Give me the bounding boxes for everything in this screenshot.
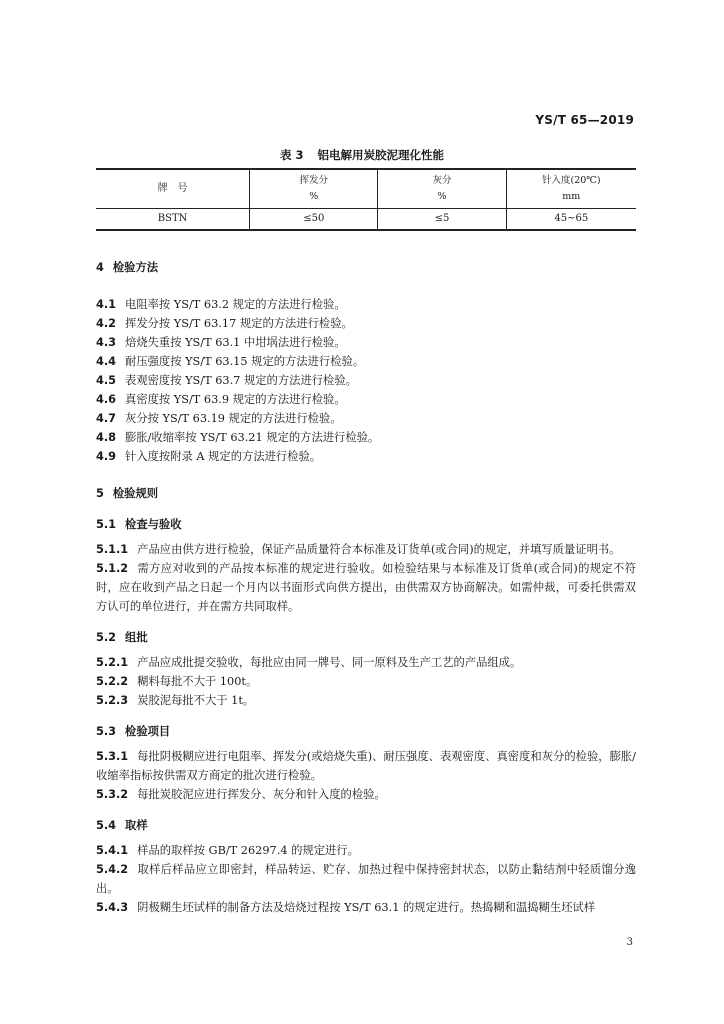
table-cell: BSTN bbox=[96, 209, 250, 231]
clause: 5.4.2 取样后样品应立即密封，样品转运、贮存、加热过程中保持密封状态，以防止黏结剂中轻质馏分逸出。 bbox=[96, 863, 636, 895]
header-label: 牌 号 bbox=[157, 183, 188, 194]
properties-table bbox=[96, 168, 636, 231]
header-cell-volatile bbox=[250, 169, 378, 209]
clause: 5.3.2 每批炭胶泥应进行挥发分、灰分和针入度的检验。 bbox=[96, 788, 386, 801]
table-cell: ≤50 bbox=[250, 209, 378, 231]
header-label: 挥发分 bbox=[299, 175, 329, 186]
clause: 5.2.2 糊料每批不大于 100t。 bbox=[96, 675, 258, 688]
subsection-heading: 5.2 组批 bbox=[96, 631, 148, 644]
table-cell: ≤5 bbox=[378, 209, 506, 231]
body-content bbox=[96, 258, 636, 917]
subsection-heading: 5.3 检验项目 bbox=[96, 725, 171, 738]
table-number: 表 3 bbox=[279, 148, 304, 162]
header-cell-penetration bbox=[506, 169, 636, 209]
clause: 4.4 耐压强度按 YS/T 63.15 规定的方法进行检验。 bbox=[96, 355, 365, 368]
header-unit: mm bbox=[562, 191, 581, 202]
table-row bbox=[96, 209, 636, 231]
table-title: 铝电解用炭胶泥理化性能 bbox=[317, 148, 444, 162]
clause: 4.1 电阻率按 YS/T 63.2 规定的方法进行检验。 bbox=[96, 298, 346, 311]
table-cell: 45~65 bbox=[506, 209, 636, 231]
page-number: 3 bbox=[626, 937, 633, 948]
header-cell-ash bbox=[378, 169, 506, 209]
standard-code: YS/T 65—2019 bbox=[535, 113, 634, 127]
clause: 5.2.1 产品应成批提交验收，每批应由同一牌号、同一原料及生产工艺的产品组成。 bbox=[96, 656, 522, 669]
section-heading: 5 检验规则 bbox=[96, 487, 159, 500]
clause: 5.3.1 每批阴极糊应进行电阻率、挥发分(或焙烧失重)、耐压强度、表观密度、真密度和灰分的检验，膨胀/收缩率指标按供需双方商定的批次进行检验。 bbox=[96, 750, 636, 782]
subsection-heading: 5.1 检查与验收 bbox=[96, 518, 182, 531]
clause: 4.5 表观密度按 YS/T 63.7 规定的方法进行检验。 bbox=[96, 374, 357, 387]
clause: 5.1.2 需方应对收到的产品按本标准的规定进行验收。如检验结果与本标准及订货单(或合同)的规定不符时，应在收到产品之日起一个月内以书面形式向供方提出，由供需双方协商解决。如需仲裁，可委托供需双方认可的单位进行，并在需方共同取样。 bbox=[96, 562, 636, 613]
clause: 5.1.1 产品应由供方进行检验，保证产品质量符合本标准及订货单(或合同)的规定，并填写质量证明书。 bbox=[96, 543, 621, 556]
table-caption bbox=[0, 147, 724, 163]
clause: 4.3 焙烧失重按 YS/T 63.1 中坩埚法进行检验。 bbox=[96, 336, 346, 349]
clause: 5.2.3 炭胶泥每批不大于 1t。 bbox=[96, 694, 255, 707]
header-cell-grade bbox=[96, 169, 250, 209]
clause: 4.6 真密度按 YS/T 63.9 规定的方法进行检验。 bbox=[96, 393, 346, 406]
header-label: 灰分 bbox=[432, 175, 452, 186]
table-header-row bbox=[96, 169, 636, 209]
clause: 4.8 膨胀/收缩率按 YS/T 63.21 规定的方法进行检验。 bbox=[96, 431, 380, 444]
header-unit: % bbox=[309, 191, 319, 202]
section-heading: 4 检验方法 bbox=[96, 261, 159, 274]
header-label: 针入度(20℃) bbox=[541, 175, 601, 186]
clause: 4.2 挥发分按 YS/T 63.17 规定的方法进行检验。 bbox=[96, 317, 353, 330]
clause: 5.4.3 阴极糊生坯试样的制备方法及焙烧过程按 YS/T 63.1 的规定进行。热捣糊和温捣糊生坯试样 bbox=[96, 901, 596, 914]
clause: 5.4.1 样品的取样按 GB/T 26297.4 的规定进行。 bbox=[96, 844, 359, 857]
clause: 4.9 针入度按附录 A 规定的方法进行检验。 bbox=[96, 450, 322, 463]
clause: 4.7 灰分按 YS/T 63.19 规定的方法进行检验。 bbox=[96, 412, 342, 425]
subsection-heading: 5.4 取样 bbox=[96, 819, 148, 832]
header-unit: % bbox=[437, 191, 447, 202]
